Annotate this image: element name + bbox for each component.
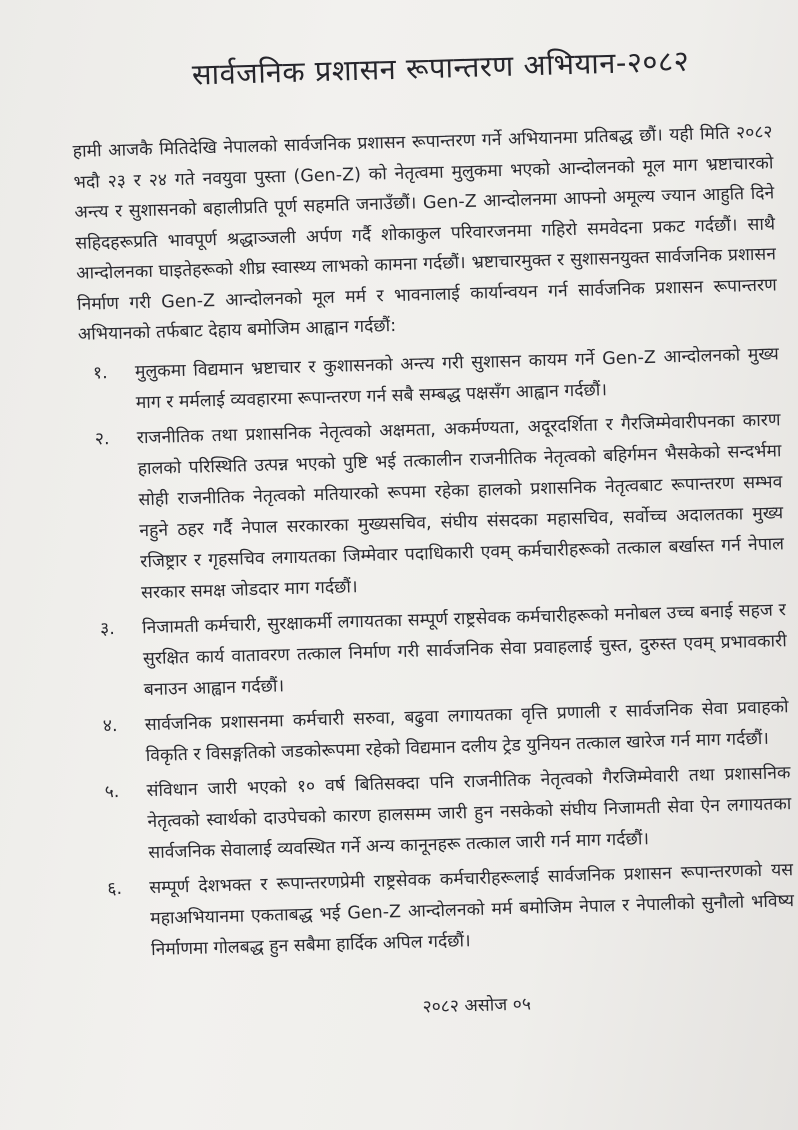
document-body bbox=[70, 32, 797, 1027]
item-text: राजनीतिक तथा प्रशासनिक नेतृत्वको अक्षमता, अकर्मण्यता, अदूरदर्शिता र गैरजिम्मेवारीपनका कारण हालको परिस्थिति उत्पन्न भएको पुष्टि भई तत्कालीन राजनीतिक नेतृत्वको बहिर्गमन भैसकेको सन्दर्भमा सोही राजनीतिक नेतृत्वको मतियारको रूपमा रहेका हालको प्रशासनिक नेतृत्वबाट रूपान्तरण सम्भव नहुने ठहर गर्दै नेपाल सरकारका मुख्यसचिव, संघीय संसदका महासचिव, सर्वोच्च अदालतका मुख्य रजिष्ट्रार र गृहसचिव लगायतका जिम्मेवार पदाधिकारी एवम् कर्मचारीहरूको तत्काल बर्खास्त गर्न नेपाल सरकार समक्ष जोडदार माग गर्दछौं। bbox=[136, 409, 785, 603]
item-text: निजामती कर्मचारी, सुरक्षाकर्मी लगायतका सम्पूर्ण राष्ट्रसेवक कर्मचारीहरूको मनोबल उच्च बनाई सहज र सुरक्षित कार्य वातावरण तत्काल निर्माण गरी सार्वजनिक सेवा प्रवाहलाई चुस्त, दुरुस्त एवम् प्रभावकारी बनाउन आह्वान गर्दछौं। bbox=[141, 599, 787, 700]
demand-list bbox=[79, 339, 796, 967]
document-date: २०८२ असोज ०५ bbox=[422, 994, 532, 1018]
list-item bbox=[86, 595, 788, 708]
item-number: १. bbox=[92, 362, 108, 383]
item-number: ३. bbox=[99, 618, 116, 639]
list-item bbox=[80, 405, 785, 610]
item-text: मुलुकमा विद्यमान भ्रष्टाचार र कुशासनको अन्त्य गरी सुशासन कायम गर्ने Gen-Z आन्दोलनको मुख्य माग र मर्मलाई व्यवहारमा रूपान्तरण गर्न सबै सम्बद्ध पक्षसँग आह्वान गर्दछौं। bbox=[134, 343, 779, 413]
document-title: सार्वजनिक प्रशासन रूपान्तरण अभियान-२०८२ bbox=[191, 43, 690, 92]
intro-paragraph: हामी आजकै मितिदेखि नेपालको सार्वजनिक प्रशासन रूपान्तरण गर्ने अभियानमा प्रतिबद्ध छौं। यही मिति २०८२ भदौ २३ र २४ गते नवयुवा पुस्ता (Gen-Z) को नेतृत्वमा मुलुकमा भएको आन्दोलनको मूल माग भ्रष्टाचारको अन्त्य र सुशासनको बहालीप्रति पूर्ण सहमति जनाउँछौं। Gen-Z आन्दोलनमा आफ्नो अमूल्य ज्यान आहुति दिने सहिदहरूप्रति भावपूर्ण श्रद्धाञ्जली अर्पण गर्दै शोकाकुल परिवारजनमा गहिरो समवेदना प्रकट गर्दछौं। साथै आन्दोलनका घाइतेहरूको शीघ्र स्वास्थ्य लाभको कामना गर्दछौं। भ्रष्टाचारमुक्त र सुशासनयुक्त सार्वजनिक प्रशासन निर्माण गरी Gen-Z आन्दोलनको मूल मर्म र भावनालाई कार्यान्वयन गर्न सार्वजनिक प्रशासन रूपान्तरण अभियानको तर्फबाट देहाय बमोजिम आह्वान गर्दछौं: bbox=[72, 122, 778, 345]
item-number: ५. bbox=[104, 781, 120, 802]
item-number: ४. bbox=[102, 715, 118, 736]
item-text: सम्पूर्ण देशभक्त र रूपान्तरणप्रेमी राष्ट्रसेवक कर्मचारीहरूलाई सार्वजनिक प्रशासन रूपान्तरणको यस महाअभियानमा एकताबद्ध भई Gen-Z आन्दोलनको मर्म बमोजिम नेपाल र नेपालीको सुनौलो भविष्य निर्माणमा गोलबद्ध हुन सबैमा हार्दिक अपिल गर्दछौं। bbox=[149, 859, 795, 960]
item-number: २. bbox=[94, 428, 110, 449]
item-text: संविधान जारी भएको १० वर्ष बितिसक्दा पनि राजनीतिक नेतृत्वको गैरजिम्मेवारी तथा प्रशासनिक नेतृत्वको स्वार्थको दाउपेचको कारण हालसम्म जारी हुन नसकेको संघीय निजामती सेवा ऐन लगायतका सार्वजनिक सेवालाई व्यवस्थित गर्ने अन्य कानूनहरू तत्काल जारी गर्न माग गर्दछौं। bbox=[146, 762, 792, 863]
list-item bbox=[90, 758, 792, 871]
list-item bbox=[93, 855, 795, 968]
item-number: ६. bbox=[107, 878, 123, 899]
item-text: सार्वजनिक प्रशासनमा कर्मचारी सरुवा, बढुवा लगायतका वृत्ति प्रणाली र सार्वजनिक सेवा प्रवाहको विकृति र विसङ्गतिको जडकोरूपमा रहेको विद्यमान दलीय ट्रेड युनियन तत्काल खारेज गर्न माग गर्दछौं। bbox=[144, 696, 789, 766]
